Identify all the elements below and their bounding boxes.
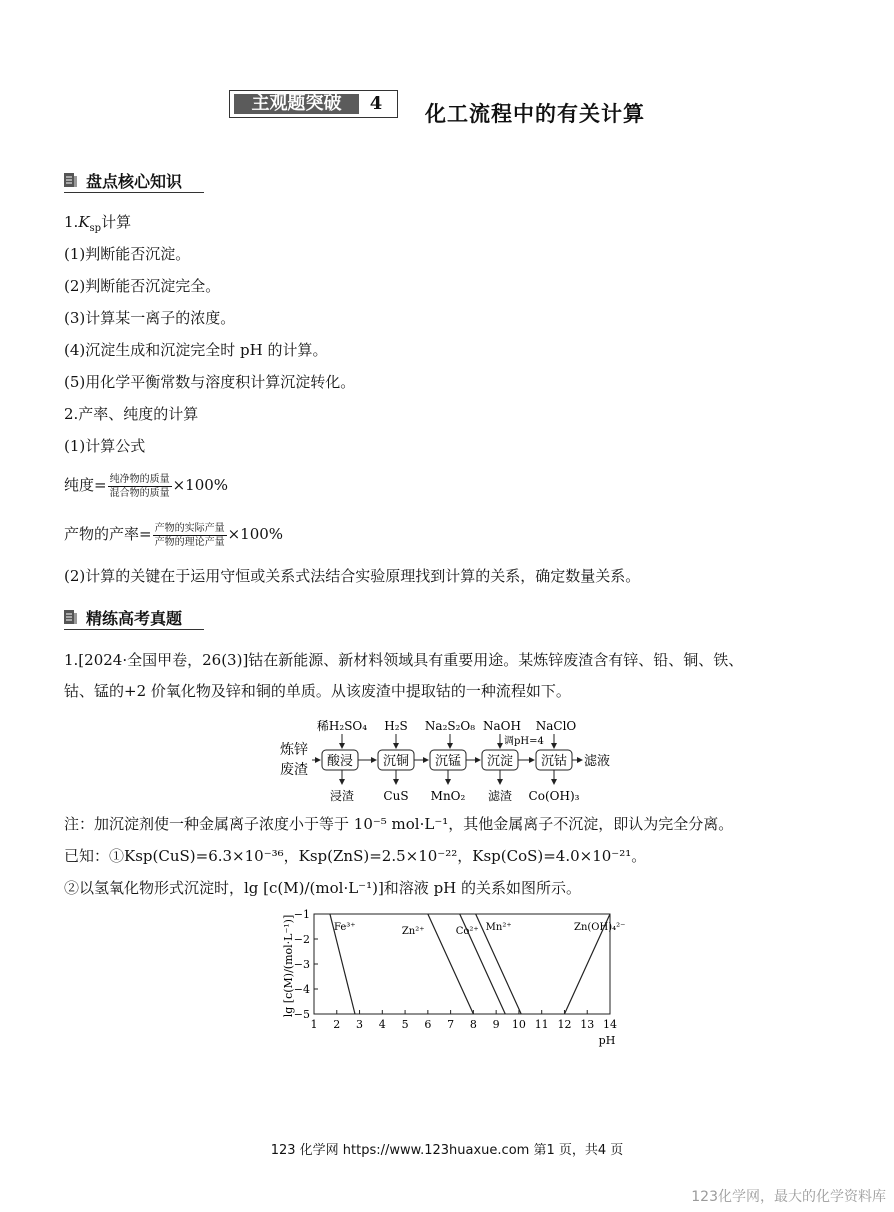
ksp-subscript: sp [89,223,102,234]
product-label: CuS [383,789,409,803]
reagent-label: Na₂S₂O₈ [424,719,476,733]
y-axis-label: lg [c(M)/(mol·L⁻¹)] [282,914,295,1018]
item-ksp-heading [64,212,131,232]
multiplier: ×100% [172,476,229,494]
x-tick-label: 6 [424,1018,432,1031]
y-tick-label: −1 [293,908,310,921]
document-icon [64,173,77,187]
denominator: 混合物的质量 [109,487,170,499]
denominator: 产物的理论产量 [154,536,225,548]
series-label: Fe³⁺ [333,922,356,933]
text-line: (5)用化学平衡常数与溶度积计算沉淀转化。 [64,373,356,391]
process-flow-diagram [270,714,630,810]
numerator: 产物的实际产量 [154,522,225,534]
x-tick-label: 12 [557,1018,572,1031]
formula-label: 产物的产率= [64,525,152,543]
known-text: 已知：①Ksp(CuS)=6.3×10⁻³⁶，Ksp(ZnS)=2.5×10⁻²²，Ksp(CoS)=4.0×10⁻²¹。 [64,847,647,865]
item-number: 1. [64,213,79,231]
document-icon [64,610,77,624]
page-title: 化工流程中的有关计算 [425,102,645,126]
y-tick-label: −5 [293,1008,310,1021]
y-tick-label: −3 [293,958,310,971]
text-line: (2)计算的关键在于运用守恒或关系式法结合实验原理找到计算的关系，确定数量关系。 [64,567,641,585]
flow-end: 滤液 [584,754,611,769]
reagent-label: H₂S [384,719,408,733]
x-tick-label: 1 [310,1018,318,1031]
question-text: 钴、锰的+2 价氧化物及锌和铜的单质。从该废渣中提取钴的一种流程如下。 [64,682,571,700]
text-line: (2)判断能否沉淀完全。 [64,277,221,295]
series-label: Mn²⁺ [485,922,512,933]
reagent-label: 稀H₂SO₄ [316,719,368,733]
ph-note: 调pH=4 [504,736,544,747]
x-tick-label: 7 [447,1018,455,1031]
fraction [108,473,172,500]
flow-start-line2: 废渣 [280,762,308,778]
y-tick-label: −4 [293,983,310,996]
text-line: 2.产率、纯度的计算 [64,405,199,423]
watermark-text: 123化学网，最大的化学资料库 [691,1189,886,1205]
formula-label: 纯度= [64,476,107,494]
product-label: 滤渣 [487,789,513,803]
item-text: 计算 [101,213,132,231]
text-line: (4)沉淀生成和沉淀完全时 pH 的计算。 [64,341,328,359]
topic-badge [229,90,398,118]
reagent-label: NaClO [535,719,577,733]
multiplier: ×100% [227,525,284,543]
section-title: 盘点核心知识 [86,172,183,191]
step-label: 沉铜 [382,754,410,769]
purity-formula [64,466,228,504]
x-tick-label: 3 [356,1018,364,1031]
x-tick-label: 9 [492,1018,500,1031]
x-axis-label: pH [598,1034,616,1047]
x-tick-label: 13 [580,1018,595,1031]
series-label: Zn²⁺ [401,926,425,937]
step-label: 沉淀 [486,754,514,769]
series-label: Co²⁺ [455,926,479,937]
step-label: 沉锰 [434,754,462,769]
known-text: ②以氢氧化物形式沉淀时，lg [c(M)/(mol·L⁻¹)]和溶液 pH 的关系如图所示。 [64,879,582,897]
note-text: 注：加沉淀剂使一种金属离子浓度小于等于 10⁻⁵ mol·L⁻¹，其他金属离子不沉淀，即认为完全分离。 [64,815,734,833]
ksp-symbol: K [78,213,90,231]
text-line: (1)判断能否沉淀。 [64,245,191,263]
badge-label: 主观题突破 [251,93,342,114]
section-header-knowledge [64,168,204,193]
product-label: MnO₂ [430,789,466,803]
x-tick-label: 14 [603,1018,617,1031]
question-text: 1.[2024·全国甲卷，26(3)]钴在新能源、新材料领域具有重要用途。某炼锌废渣含有锌、铅、铜、铁、 [64,651,744,669]
yield-formula [64,515,283,553]
solubility-ph-chart [270,902,630,1052]
y-tick-label: −2 [293,933,310,946]
x-tick-label: 11 [534,1018,549,1031]
text-line: (3)计算某一离子的浓度。 [64,309,236,327]
page-footer: 123 化学网 https://www.123huaxue.com 第1 页，共4 页 [270,1143,624,1158]
x-tick-label: 8 [469,1018,477,1031]
reagent-label: NaOH [483,719,521,733]
step-label: 沉钴 [540,754,568,769]
x-tick-label: 2 [333,1018,341,1031]
section-header-exam [64,605,204,630]
series-label: Zn(OH)₄²⁻ [574,922,626,933]
flow-start-line1: 炼锌 [280,742,308,758]
numerator: 纯净物的质量 [109,473,170,485]
x-tick-label: 4 [378,1018,386,1031]
product-label: Co(OH)₃ [528,789,580,803]
section-title: 精练高考真题 [86,609,183,628]
step-label: 酸浸 [326,754,354,769]
product-label: 浸渣 [329,789,355,803]
text-line: (1)计算公式 [64,437,146,455]
x-tick-label: 5 [401,1018,409,1031]
fraction [153,522,227,549]
badge-number: 4 [369,93,383,114]
x-tick-label: 10 [511,1018,526,1031]
